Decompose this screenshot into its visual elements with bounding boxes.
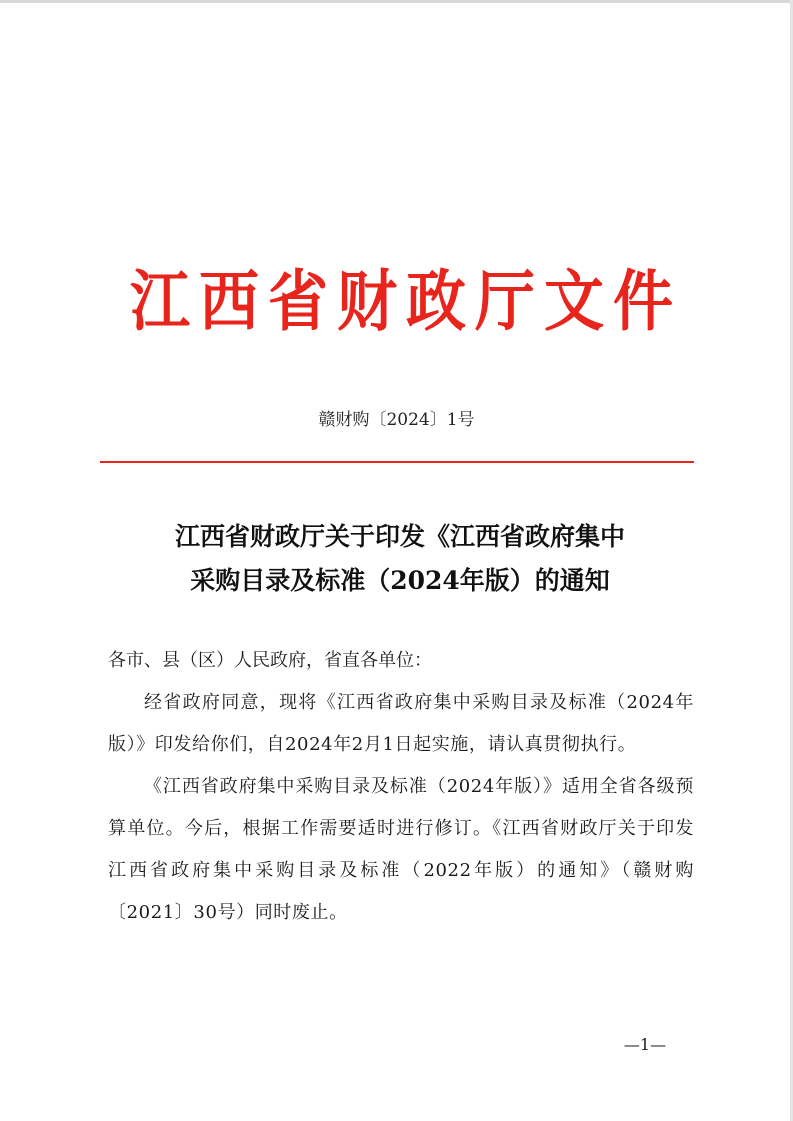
page-top-edge [0,0,793,3]
document-header-title: 江西省财政厅文件 [130,263,682,341]
notice-title [110,515,690,603]
notice-title-line-2: 采购目录及标准（2024年版）的通知 [190,566,610,595]
notice-title-line-1: 江西省财政厅关于印发《江西省政府集中 [174,522,625,551]
salutation: 各市、县（区）人民政府，省直各单位： [108,650,432,671]
page-number: —1— [623,1035,667,1054]
red-divider-line [100,461,694,463]
body-paragraph-1: 经省政府同意，现将《江西省政府集中采购目录及标准（2024年版）》印发给你们，自2024年2月1日起实施，请认真贯彻执行。 [108,692,694,755]
document-number: 赣财购〔2024〕1号 [318,410,475,430]
notice-body [108,640,694,934]
body-paragraph-2: 《江西省政府集中采购目录及标准（2024年版）》适用全省各级预算单位。今后，根据工作需要适时进行修订。《江西省财政厅关于印发江西省政府集中采购目录及标准（2022年版）的通知》（赣财购〔2021〕30号）同时废止。 [108,776,694,923]
